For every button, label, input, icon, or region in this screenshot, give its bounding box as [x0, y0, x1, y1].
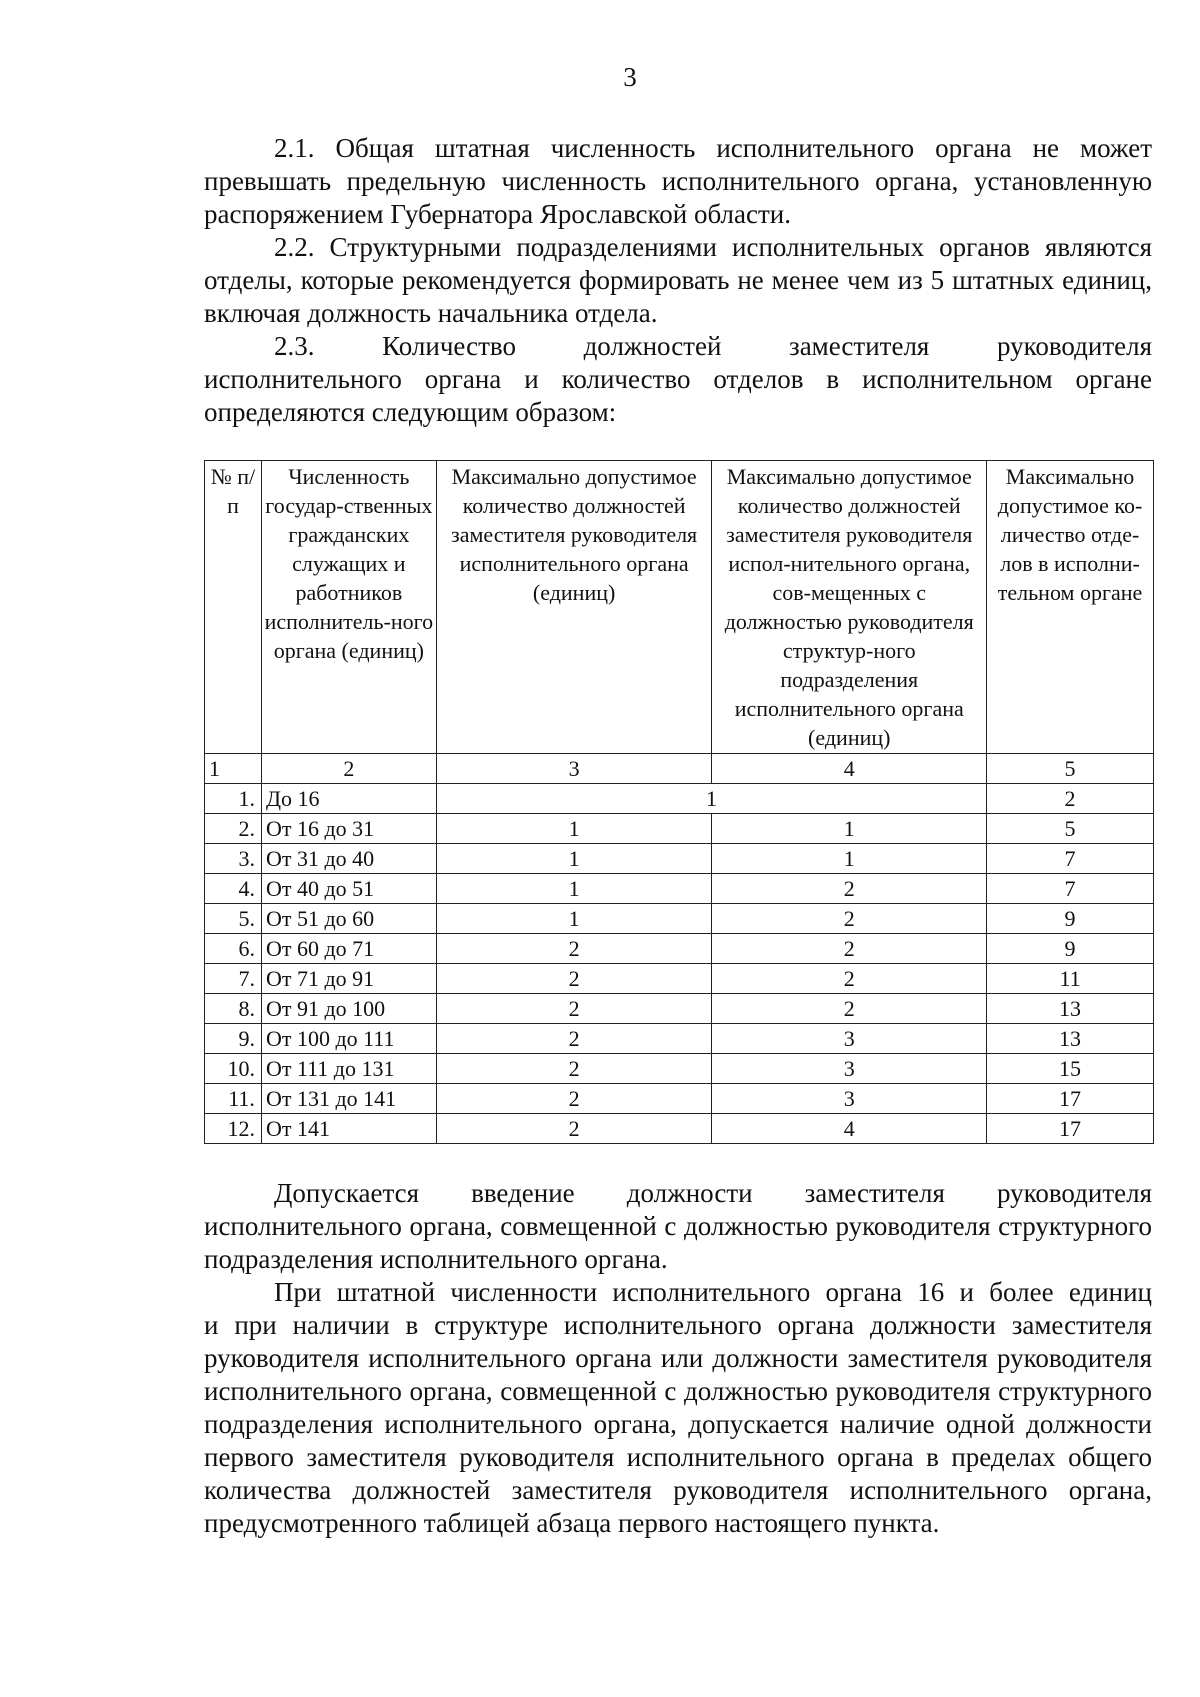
row-headcount-range: От 91 до 100 — [261, 994, 436, 1024]
row-number: 3. — [205, 844, 262, 874]
table-header-row — [205, 461, 1154, 754]
page-number: 3 — [623, 62, 637, 92]
row-max-combined-deputies: 2 — [712, 904, 987, 934]
row-max-combined-deputies: 3 — [712, 1024, 987, 1054]
row-number: 11. — [205, 1084, 262, 1114]
row-max-deputies: 1 — [436, 844, 712, 874]
row-max-deputies: 1 — [436, 814, 712, 844]
paragraph-2-3-text: исполнительного органа и количество отделов в исполнительном органе определяются следующим образом: — [204, 364, 1152, 427]
table-row — [205, 784, 1154, 814]
column-number: 2 — [261, 754, 436, 784]
row-number: 8. — [205, 994, 262, 1024]
row-max-combined-deputies: 1 — [712, 844, 987, 874]
row-headcount-range: До 16 — [261, 784, 436, 814]
paragraph-2-3-first-line: 2.3. Количество должностей заместителя руководителя — [274, 331, 1152, 361]
paragraph-after-2-first-line: При штатной численности исполнительного органа 16 и более единиц — [274, 1277, 1152, 1307]
header-max-combined-deputies: Максимально допустимое количество должностей заместителя руководителя испол-нительного органа, сов-мещенных с должностью руководителя структур-ного подразделения исполнительного органа (единиц) — [712, 461, 987, 754]
row-max-combined-deputies: 2 — [712, 994, 987, 1024]
row-max-combined-deputies: 2 — [712, 934, 987, 964]
paragraph-2-1-text: превышать предельную численность исполнительного органа, установленную распоряжением Губернатора Ярославской области. — [204, 166, 1152, 229]
row-departments: 13 — [987, 994, 1154, 1024]
row-headcount-range: От 131 до 141 — [261, 1084, 436, 1114]
header-number: № п/п — [205, 461, 262, 754]
row-max-combined-deputies: 1 — [712, 814, 987, 844]
table-row — [205, 874, 1154, 904]
row-max-deputies: 1 — [436, 904, 712, 934]
row-number: 12. — [205, 1114, 262, 1144]
row-max-deputies: 2 — [436, 1084, 712, 1114]
column-number: 4 — [712, 754, 987, 784]
table-row — [205, 904, 1154, 934]
paragraph-after-1-text: исполнительного органа, совмещенной с должностью руководителя структурного подразделения исполнительного органа. — [204, 1211, 1152, 1274]
row-number: 10. — [205, 1054, 262, 1084]
row-number: 5. — [205, 904, 262, 934]
row-departments: 17 — [987, 1114, 1154, 1144]
table-row — [205, 1084, 1154, 1114]
row-number: 6. — [205, 934, 262, 964]
header-max-departments: Максимально допустимое ко-личество отде-лов в исполни-тельном органе — [987, 461, 1154, 754]
row-headcount-range: От 60 до 71 — [261, 934, 436, 964]
paragraph-after-2 — [204, 1276, 1152, 1540]
row-headcount-range: От 100 до 111 — [261, 1024, 436, 1054]
row-number: 4. — [205, 874, 262, 904]
row-headcount-range: От 141 — [261, 1114, 436, 1144]
row-number: 7. — [205, 964, 262, 994]
header-max-deputies: Максимально допустимое количество должностей заместителя руководителя исполнительного органа (единиц) — [436, 461, 712, 754]
paragraph-2-1-first-line: 2.1. Общая штатная численность исполнительного органа не может — [274, 133, 1152, 163]
row-headcount-range: От 51 до 60 — [261, 904, 436, 934]
row-departments: 13 — [987, 1024, 1154, 1054]
paragraph-2-1 — [204, 132, 1152, 231]
row-departments: 17 — [987, 1084, 1154, 1114]
table-row — [205, 934, 1154, 964]
row-number: 9. — [205, 1024, 262, 1054]
table-row — [205, 994, 1154, 1024]
row-departments: 5 — [987, 814, 1154, 844]
staffing-table — [204, 460, 1154, 1144]
row-max-deputies: 2 — [436, 964, 712, 994]
row-max-deputies: 2 — [436, 934, 712, 964]
row-headcount-range: От 40 до 51 — [261, 874, 436, 904]
paragraph-2-3 — [204, 330, 1152, 429]
table-row — [205, 1024, 1154, 1054]
row-departments: 9 — [987, 904, 1154, 934]
row-max-combined-deputies: 4 — [712, 1114, 987, 1144]
row-max-deputies: 1 — [436, 874, 712, 904]
paragraph-after-2-text: и при наличии в структуре исполнительного органа должности заместителя руководителя исполнительного органа или должности заместителя руководителя исполнительного органа, совмещенной с должностью руководителя структурного подразделения исполнительного органа, допускается наличие одной должности первого заместителя руководителя исполнительного органа в пределах общего количества должностей заместителя руководителя исполнительного органа, предусмотренного таблицей абзаца первого настоящего пункта. — [204, 1310, 1152, 1538]
row-number: 1. — [205, 784, 262, 814]
row-departments: 2 — [987, 784, 1154, 814]
row-headcount-range: От 16 до 31 — [261, 814, 436, 844]
row-max-deputies: 2 — [436, 1054, 712, 1084]
row-max-combined-deputies: 2 — [712, 874, 987, 904]
row-max-deputies: 2 — [436, 994, 712, 1024]
row-departments: 11 — [987, 964, 1154, 994]
table-row — [205, 1114, 1154, 1144]
row-max-deputies: 2 — [436, 1114, 712, 1144]
row-departments: 7 — [987, 874, 1154, 904]
table-row — [205, 1054, 1154, 1084]
row-max-deputies: 2 — [436, 1024, 712, 1054]
column-number: 1 — [205, 754, 262, 784]
row-merged-deputies: 1 — [436, 784, 986, 814]
paragraph-after-1-first-line: Допускается введение должности заместителя руководителя — [274, 1178, 1152, 1208]
table-row — [205, 814, 1154, 844]
paragraph-2-2-text: отделы, которые рекомендуется формировать не менее чем из 5 штатных единиц, включая должность начальника отдела. — [204, 265, 1152, 328]
paragraph-after-1 — [204, 1177, 1152, 1276]
row-headcount-range: От 111 до 131 — [261, 1054, 436, 1084]
row-max-combined-deputies: 2 — [712, 964, 987, 994]
row-departments: 7 — [987, 844, 1154, 874]
column-number: 3 — [436, 754, 712, 784]
column-number-row — [205, 754, 1154, 784]
row-max-combined-deputies: 3 — [712, 1054, 987, 1084]
paragraph-2-2-first-line: 2.2. Структурными подразделениями исполнительных органов являются — [274, 232, 1152, 262]
table-row — [205, 964, 1154, 994]
row-max-combined-deputies: 3 — [712, 1084, 987, 1114]
row-headcount-range: От 31 до 40 — [261, 844, 436, 874]
column-number: 5 — [987, 754, 1154, 784]
table-row — [205, 844, 1154, 874]
row-headcount-range: От 71 до 91 — [261, 964, 436, 994]
paragraph-2-2 — [204, 231, 1152, 330]
row-departments: 15 — [987, 1054, 1154, 1084]
header-headcount: Численность государ-ственных гражданских служащих и работников исполнитель-ного органа (единиц) — [261, 461, 436, 754]
row-number: 2. — [205, 814, 262, 844]
row-departments: 9 — [987, 934, 1154, 964]
